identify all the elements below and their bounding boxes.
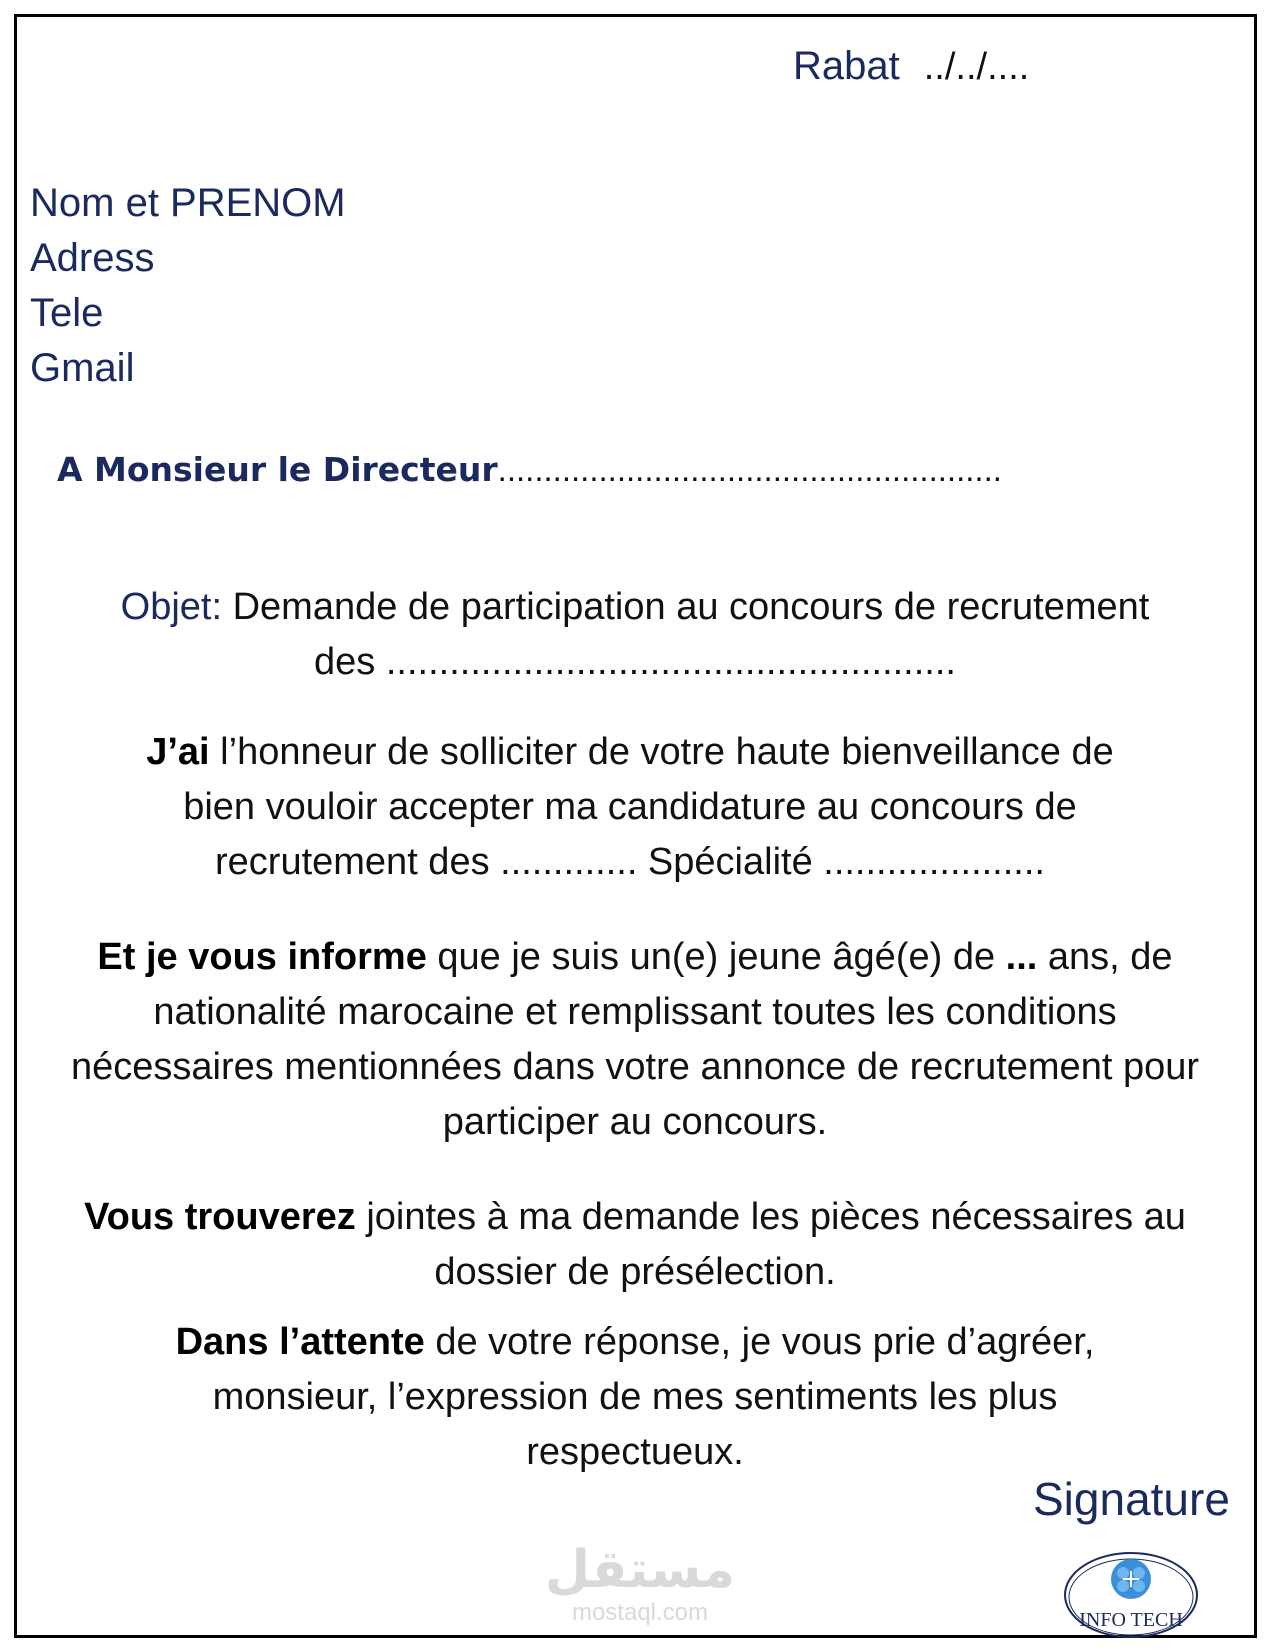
paragraph-2-text2: ans, de nationalité marocaine et remplissant toutes les conditions nécessaires mentionnées dans votre annonce de recrutement pour participer au concours. — [70, 936, 1199, 1143]
subject-line2: des ...................................................... — [314, 641, 956, 683]
subject — [40, 580, 1230, 690]
paragraph-3 — [60, 1190, 1210, 1300]
paragraph-4 — [135, 1315, 1135, 1480]
sender-address: Adress — [30, 236, 155, 280]
sender-email: Gmail — [30, 346, 135, 390]
signature-label: Signature — [1033, 1473, 1230, 1525]
subject-text: Demande de participation au concours de recrutement — [222, 586, 1150, 628]
city: Rabat — [793, 44, 900, 88]
recipient-line — [57, 450, 1002, 489]
watermark-arabic: مستقل — [544, 1540, 736, 1600]
watermark-latin: mostaql.com — [571, 1599, 709, 1626]
paragraph-1-text: l’honneur de solliciter de votre haute bienveillance de bien vouloir accepter ma candidature au concours de recrutement des ............. Spécialité ..................... — [183, 731, 1114, 883]
subject-label: Objet: — [120, 586, 223, 628]
info-tech-logo — [1060, 1545, 1202, 1640]
paragraph-4-lead: Dans l’attente — [175, 1321, 425, 1363]
watermark — [530, 1540, 750, 1626]
paragraph-1-lead: J’ai — [146, 731, 210, 773]
sender-phone: Tele — [30, 291, 104, 335]
paragraph-1 — [115, 725, 1145, 890]
paragraph-2-lead: Et je vous informe — [97, 936, 427, 978]
paragraph-2-text: que je suis un(e) jeune âgé(e) de — [426, 936, 1006, 978]
paragraph-4-text: de votre réponse, je vous prie d’agréer, monsieur, l’expression de mes sentiments les plus respectueux. — [212, 1321, 1095, 1473]
paragraph-2-age: ... — [1005, 936, 1038, 978]
recipient-dots: ....................................................... — [497, 451, 1002, 488]
date-line — [793, 44, 1029, 89]
paragraph-3-text: jointes à ma demande les pièces nécessaires au dossier de présélection. — [355, 1196, 1186, 1293]
sender-block — [30, 176, 346, 396]
sender-name: Nom et PRENOM — [30, 181, 346, 225]
paragraph-3-lead: Vous trouverez — [84, 1196, 356, 1238]
logo-text: INFO TECH — [1079, 1609, 1183, 1631]
paragraph-2 — [50, 930, 1220, 1150]
date-placeholder: ../../.... — [923, 46, 1030, 88]
recipient-label: A Monsieur le Directeur — [57, 450, 498, 489]
